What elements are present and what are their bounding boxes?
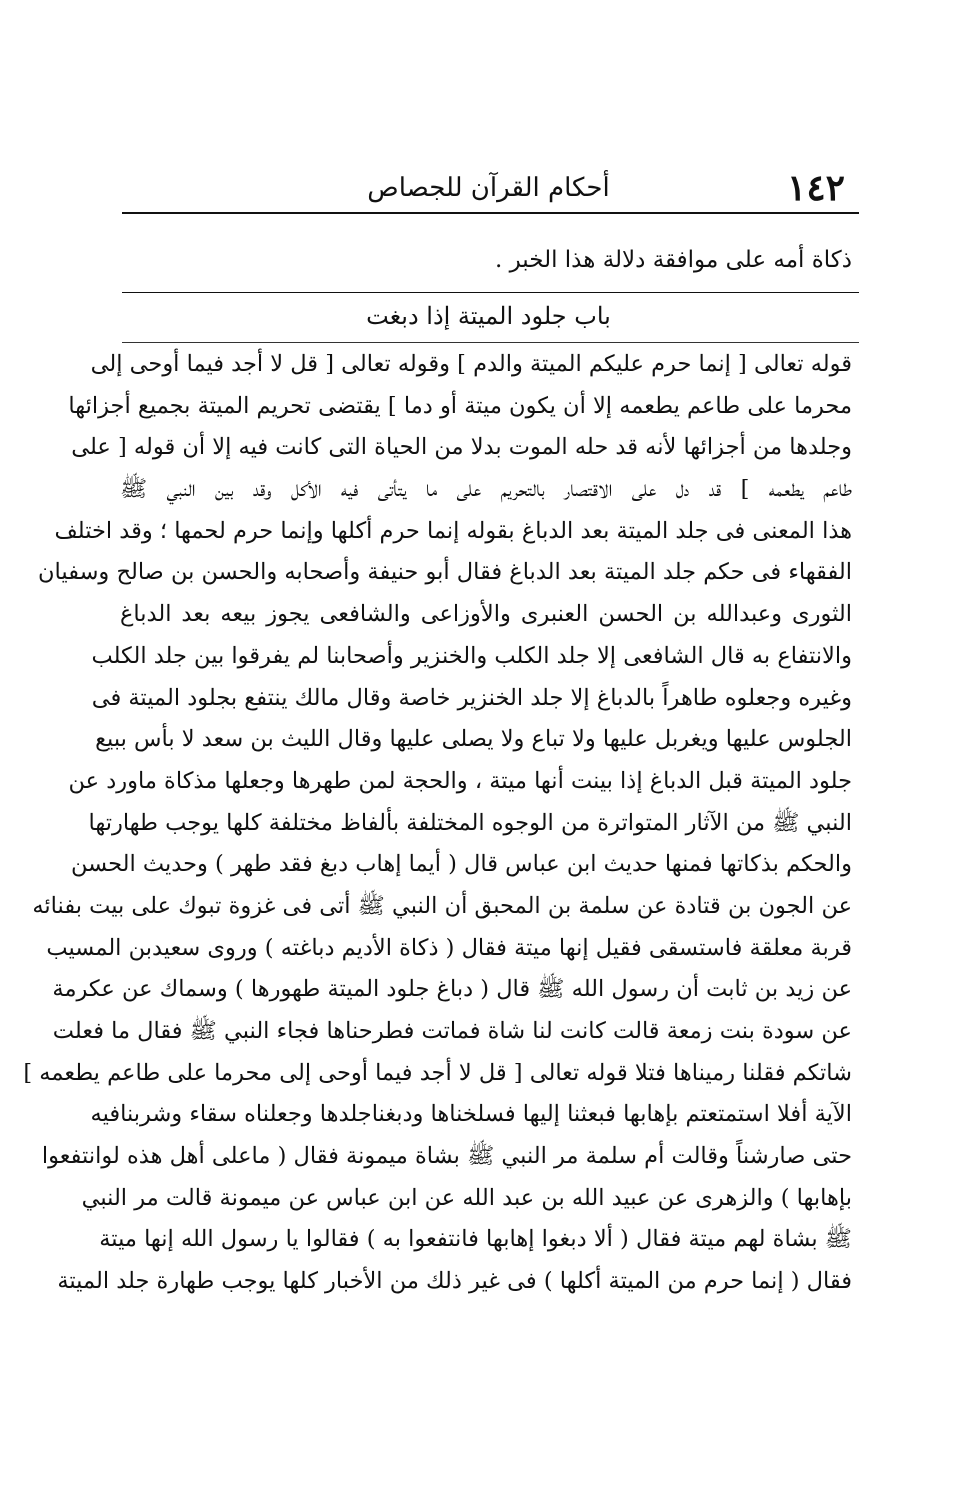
text-line: الآية أفلا استمتعتم بإهابها فبعثنا إليها فسلخناها ودبغناجلدها وجعلناه سقاء وشربنافيه [90,1101,852,1128]
text-line: وجلدها من أجزائها لأنه قد حله الموت بدلا من الحياة التى كانت فيه إلا أن قوله [ على [71,434,852,461]
text-line: جلود الميتة قبل الدباغ إذا بينت أنها ميتة ، والحجة لمن طهرها وجعلها مذكاة ماورد عن [68,767,852,794]
page-number: ١٤٢ [786,167,845,209]
text-line: النبي ﷺ من الآثار المتواترة من الوجوه المختلفة بألفاظ مختلفة كلها يوجب طهارتها [88,809,852,836]
text-line: حتى صارشناً وقالت أم سلمة مر النبي ﷺ بشاة ميمونة فقال ( ماعلى أهل هذه لوانتفعوا [41,1143,852,1170]
continuation-line: ذكاة أمه على موافقة دلالة هذا الخبر . [494,247,852,273]
text-line: محرما على طاعم يطعمه إلا أن يكون ميتة أو دما ] يقتضى تحريم الميتة بجميع أجزائها [68,392,852,419]
text-line: عن زيد بن ثابت أن رسول الله ﷺ قال ( دباغ جلود الميتة طهورها ) وسماك عن عكرمة [52,976,852,1003]
text-line: والحكم بذكاتها فمنها حديث ابن عباس قال ( أيما إهاب دبغ فقد طهر ) وحديث الحسن [70,851,852,878]
text-line: الفقهاء فى حكم جلد الميتة بعد الدباغ فقال أبو حنيفة وأصحابه والحسن بن صالح وسفيان [38,559,852,586]
text-line: ﷺ بشاة لهم ميتة فقال ( ألا دبغوا إهابها فانتفعوا به ) فقالوا يا رسول الله إنها ميتة [99,1226,852,1253]
text-line: عن الجون بن قتادة عن سلمة بن المحبق أن النبي ﷺ أتى فى غزوة تبوك على بيت بفنائه [32,892,852,919]
text-line: والانتفاع به قال الشافعى إلا جلد الكلب والخنزير وأصحابنا لم يفرقوا بين جلد الكلب [91,642,852,669]
page-header [120,168,857,208]
text-line: شاتكم فقلنا رميناها فتلا قوله تعالى [ قل لا أجد فيما أوحى إلى محرما على طاعم يطعمه ] [23,1059,852,1086]
text-line: طاعم يطعمه ] قد دل على الاقتصار بالتحريم على ما يتأتى فيه الأكل وقد بين النبي ﷺ [120,476,852,503]
text-line: وغيره وجعلوه طاهراً بالدباغ إلا جلد الخنزير خاصة وقال مالك ينتفع بجلود الميتة فى [91,684,852,711]
header-rule [122,212,859,214]
text-line: قربة معلقة فاستسقى فقيل إنها ميتة فقال ( ذكاة الأديم دباغته ) وروى سعيدبن المسيب [46,934,852,961]
section-title: باب جلود الميتة إذا دبغت [366,302,611,330]
text-line: عن سودة بنت زمعة قالت كانت لنا شاة فماتت فطرحناها فجاء النبي ﷺ فقال ما فعلت [52,1018,852,1044]
section-rule [122,292,859,293]
running-title: أحكام القرآن للجصاص [367,173,610,203]
body-text [23,344,852,1303]
text-line: بإهابها ) والزهرى عن عبيد الله بن عبد الله عن ابن عباس عن ميمونة قالت مر النبي [81,1184,852,1211]
text-line: فقال ( إنما حرم من الميتة أكلها ) فى غير ذلك من الأخبار كلها يوجب طهارة جلد الميتة [57,1268,852,1295]
text-line: الثورى وعبدالله بن الحسن العنبرى والأوزاعى والشافعى يجوز بيعه بعد الدباغ [120,601,852,628]
text-line: قوله تعالى [ إنما حرم عليكم الميتة والدم ] وقوله تعالى [ قل لا أجد فيما أوحى إلى [90,351,852,377]
text-line: الجلوس عليها ويغربل عليها ولا تباع ولا يصلى عليها وقال الليث بن سعد لا بأس ببيع [95,726,852,753]
section-title-underline [122,342,859,343]
text-line: هذا المعنى فى جلد الميتة بعد الدباغ بقوله إنما حرم أكلها وإنما حرم لحمها ؛ وقد اختلف [54,517,852,544]
